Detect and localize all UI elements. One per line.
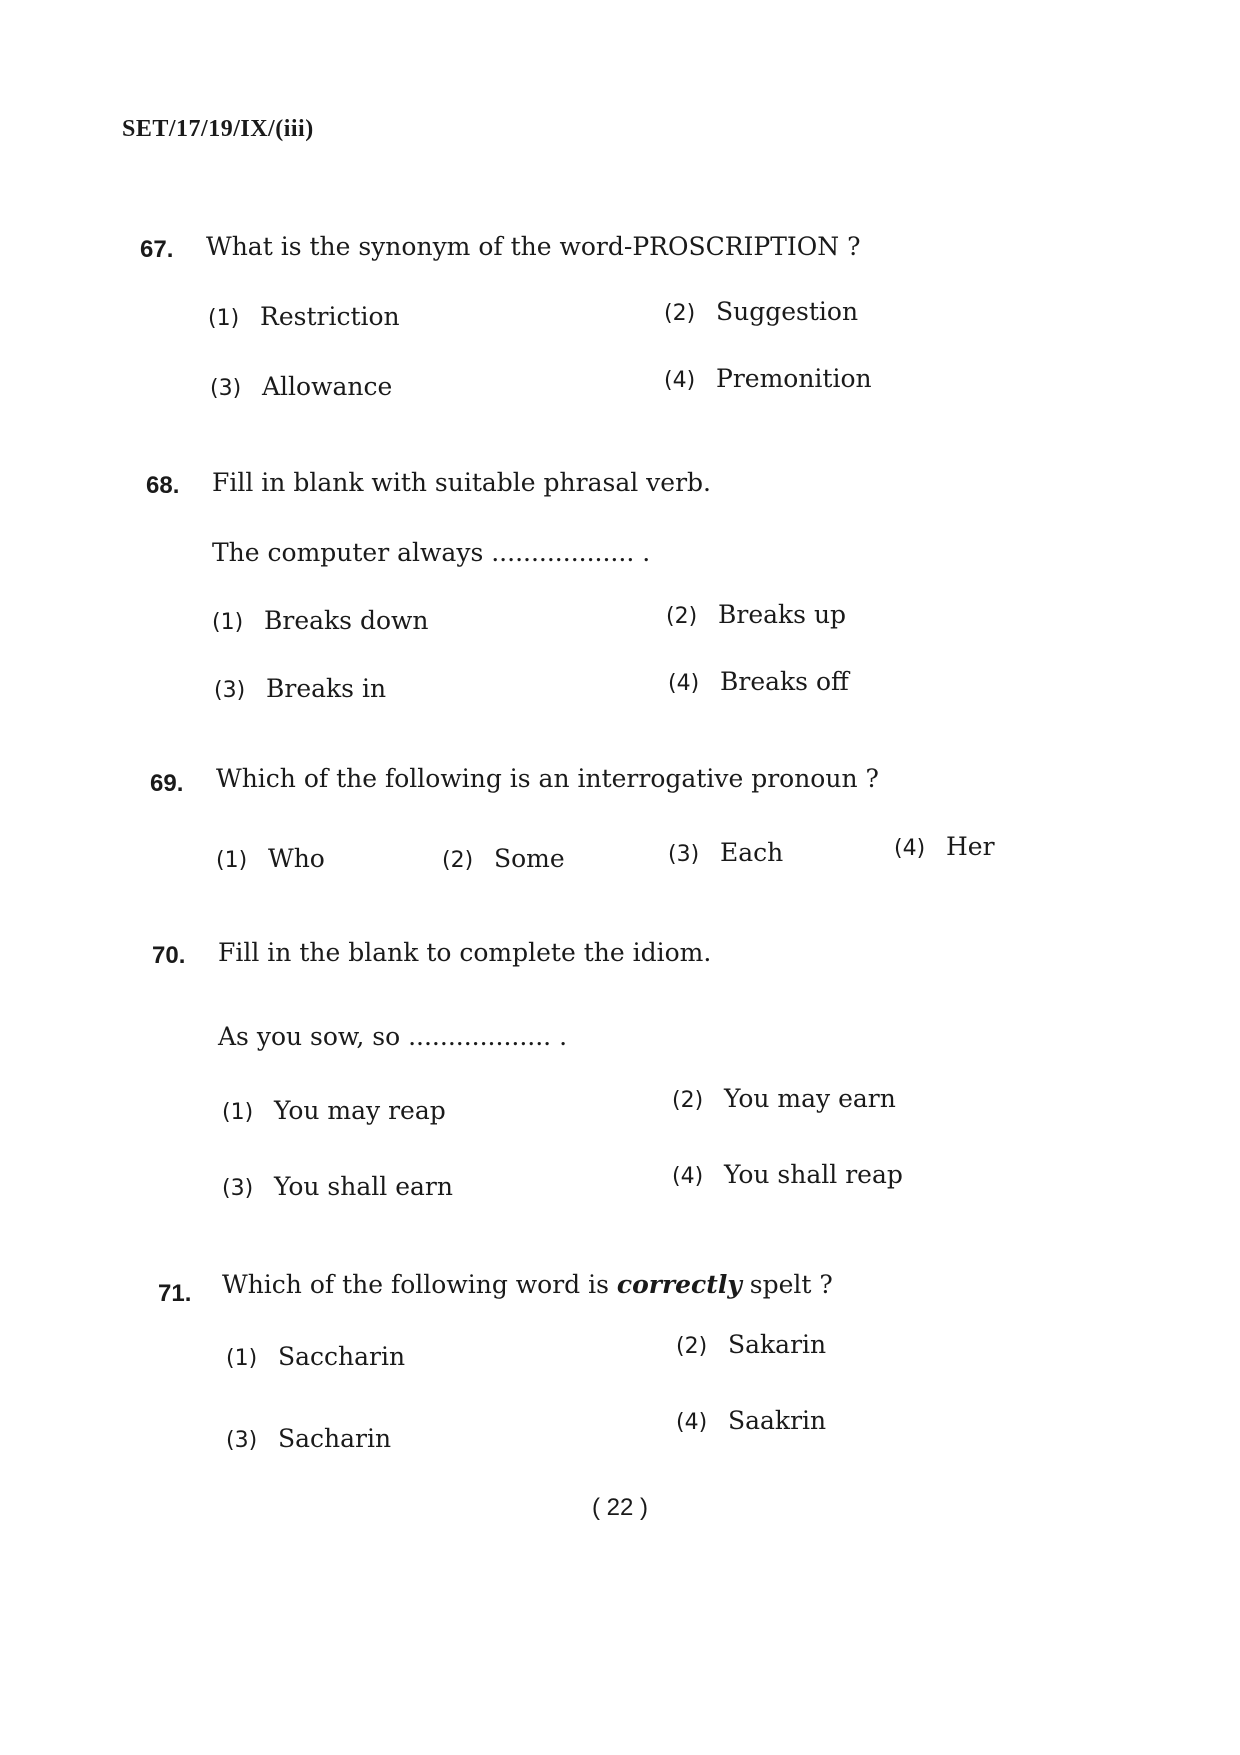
question-text-start: Which of the following word is	[222, 1270, 617, 1299]
option-item	[672, 1160, 903, 1189]
option-number: (2)	[676, 1334, 708, 1359]
option-text: Premonition	[716, 364, 872, 393]
option-text: Some	[494, 844, 565, 873]
page-number: ( 22 )	[591, 1494, 648, 1521]
option-number: (3)	[214, 678, 246, 703]
option-item	[442, 844, 565, 873]
option-number: (1)	[216, 848, 248, 873]
option-item	[208, 302, 400, 331]
option-number: (2)	[672, 1088, 704, 1113]
option-item	[216, 844, 325, 873]
option-item	[664, 364, 872, 393]
option-item	[214, 674, 386, 703]
option-number: (4)	[676, 1410, 708, 1435]
question-text: Fill in blank with suitable phrasal verb.	[212, 468, 711, 497]
paper-code: SET/17/19/IX/(iii)	[122, 116, 314, 142]
question-number: 71.	[158, 1280, 192, 1307]
option-item	[894, 832, 995, 861]
option-text: Her	[946, 832, 995, 861]
option-text: You shall reap	[724, 1160, 903, 1189]
option-text: You shall earn	[274, 1172, 453, 1201]
option-number: (1)	[212, 610, 244, 635]
question-number: 68.	[146, 472, 180, 499]
option-item	[664, 297, 858, 326]
option-number: (4)	[894, 836, 926, 861]
question-number: 67.	[140, 236, 174, 263]
option-number: (2)	[664, 301, 696, 326]
option-text: Breaks down	[264, 606, 429, 635]
option-item	[210, 372, 392, 401]
question-prompt: As you sow, so .................. .	[218, 1022, 568, 1051]
option-text: Suggestion	[716, 297, 859, 326]
option-item	[666, 600, 846, 629]
option-item	[226, 1342, 405, 1371]
option-text: Sakarin	[728, 1330, 827, 1359]
option-text: Breaks off	[720, 667, 849, 696]
option-item	[226, 1424, 391, 1453]
question-text: What is the synonym of the word-PROSCRIPTION ?	[206, 232, 861, 261]
option-text: Restriction	[260, 302, 400, 331]
question-number: 70.	[152, 942, 186, 969]
emphasized-word: correctly	[616, 1270, 742, 1299]
option-item	[212, 606, 429, 635]
question-text: Fill in the blank to complete the idiom.	[218, 938, 712, 967]
option-number: (3)	[668, 842, 700, 867]
option-number: (1)	[226, 1346, 258, 1371]
option-text: You may reap	[274, 1096, 446, 1125]
option-text: Saccharin	[278, 1342, 406, 1371]
option-number: (4)	[668, 671, 700, 696]
option-text: You may earn	[724, 1084, 896, 1113]
option-item	[676, 1406, 826, 1435]
option-number: (4)	[672, 1164, 704, 1189]
option-item	[668, 667, 849, 696]
question-text-end: spelt ?	[741, 1270, 833, 1299]
option-number: (2)	[442, 848, 474, 873]
option-number: (4)	[664, 368, 696, 393]
option-text: Breaks up	[718, 600, 847, 629]
question-number: 69.	[150, 770, 184, 797]
option-number: (2)	[666, 604, 698, 629]
option-number: (3)	[222, 1176, 254, 1201]
option-text: Who	[268, 844, 325, 873]
question-text	[222, 1270, 833, 1299]
option-number: (1)	[222, 1100, 254, 1125]
question-text: Which of the following is an interrogative pronoun ?	[216, 764, 879, 793]
option-item	[222, 1096, 446, 1125]
option-number: (3)	[210, 376, 242, 401]
option-text: Saakrin	[728, 1406, 827, 1435]
question-prompt: The computer always .................. .	[212, 538, 651, 567]
option-number: (3)	[226, 1428, 258, 1453]
option-text: Allowance	[262, 372, 393, 401]
option-item	[222, 1172, 453, 1201]
option-number: (1)	[208, 306, 240, 331]
option-text: Each	[720, 838, 784, 867]
option-text: Sacharin	[278, 1424, 392, 1453]
option-item	[668, 838, 783, 867]
option-text: Breaks in	[266, 674, 387, 703]
option-item	[672, 1084, 896, 1113]
option-item	[676, 1330, 826, 1359]
